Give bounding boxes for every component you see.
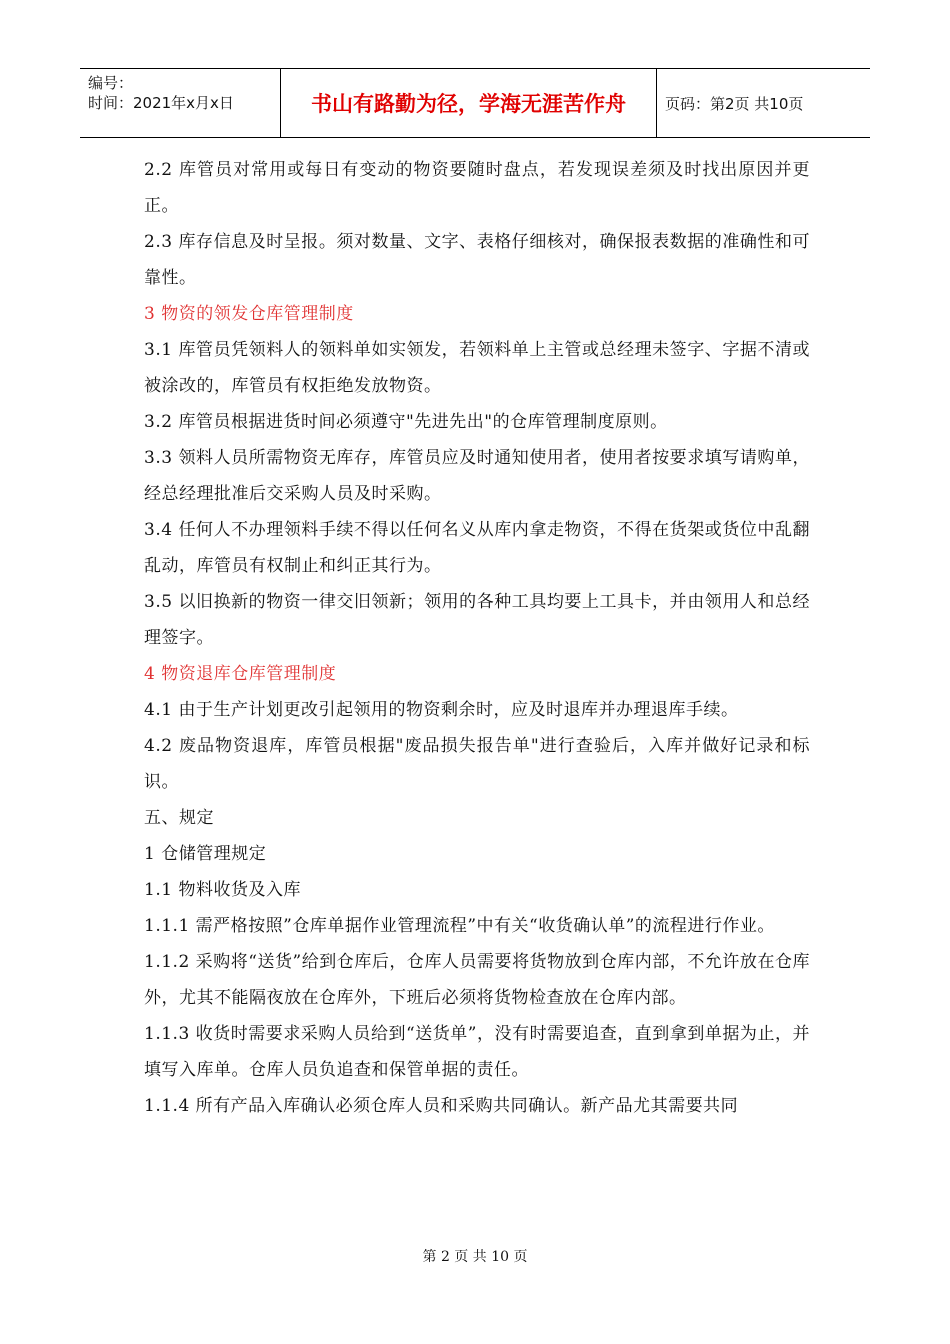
page-header <box>80 68 870 138</box>
paragraph: 1.1.3 收货时需要求采购人员给到“送货单”，没有时需要追查，直到拿到单据为止，并填写入库单。仓库人员负追查和保管单据的责任。 <box>144 1024 810 1080</box>
paragraph: 1.1 物料收货及入库 <box>144 880 301 900</box>
paragraph: 1.1.2 采购将“送货”给到仓库后，仓库人员需要将货物放到仓库内部，不允许放在仓库外，尤其不能隔夜放在仓库外，下班后必须将货物检查放在仓库内部。 <box>144 952 810 1008</box>
paragraph: 1.1.4 所有产品入库确认必须仓库人员和采购共同确认。新产品尤其需要共同 <box>144 1096 739 1116</box>
paragraph: 2.3 库存信息及时呈报。须对数量、文字、表格仔细核对，确保报表数据的准确性和可靠性。 <box>144 232 810 288</box>
paragraph: 3.4 任何人不办理领料手续不得以任何名义从库内拿走物资，不得在货架或货位中乱翻乱动，库管员有权制止和纠正其行为。 <box>144 520 810 576</box>
paragraph: 3.1 库管员凭领料人的领料单如实领发，若领料单上主管或总经理未签字、字据不清或被涂改的，库管员有权拒绝发放物资。 <box>144 340 810 396</box>
page-footer: 第 2 页 共 10 页 <box>422 1249 528 1265</box>
header-page-info: 页码：第2页 共10页 <box>665 94 804 113</box>
paragraph: 4.1 由于生产计划更改引起领用的物资剩余时，应及时退库并办理退库手续。 <box>144 700 739 720</box>
paragraph: 2.2 库管员对常用或每日有变动的物资要随时盘点，若发现误差须及时找出原因并更正。 <box>144 160 810 216</box>
paragraph: 1.1.1 需严格按照”仓库单据作业管理流程”中有关“收货确认单”的流程进行作业。 <box>144 916 775 936</box>
paragraph: 3.5 以旧换新的物资一律交旧领新；领用的各种工具均要上工具卡，并由领用人和总经理签字。 <box>144 592 810 648</box>
paragraph: 五、规定 <box>144 808 214 828</box>
paragraph: 3.3 领料人员所需物资无库存，库管员应及时通知使用者，使用者按要求填写请购单，经总经理批准后交采购人员及时采购。 <box>144 448 810 504</box>
document-body <box>144 152 810 1124</box>
section-heading: 4 物资退库仓库管理制度 <box>144 664 337 684</box>
document-number-label: 编号： <box>88 74 134 92</box>
section-heading: 3 物资的领发仓库管理制度 <box>144 304 354 324</box>
paragraph: 3.2 库管员根据进货时间必须遵守"先进先出"的仓库管理制度原则。 <box>144 412 668 432</box>
header-meta-cell <box>80 69 281 137</box>
paragraph: 1 仓储管理规定 <box>144 844 267 864</box>
document-date: 时间：2021年x月x日 <box>88 94 234 112</box>
header-motto: 书山有路勤为径，学海无涯苦作舟 <box>281 69 657 137</box>
paragraph: 4.2 废品物资退库，库管员根据"废品损失报告单"进行查验后，入库并做好记录和标识。 <box>144 736 810 792</box>
